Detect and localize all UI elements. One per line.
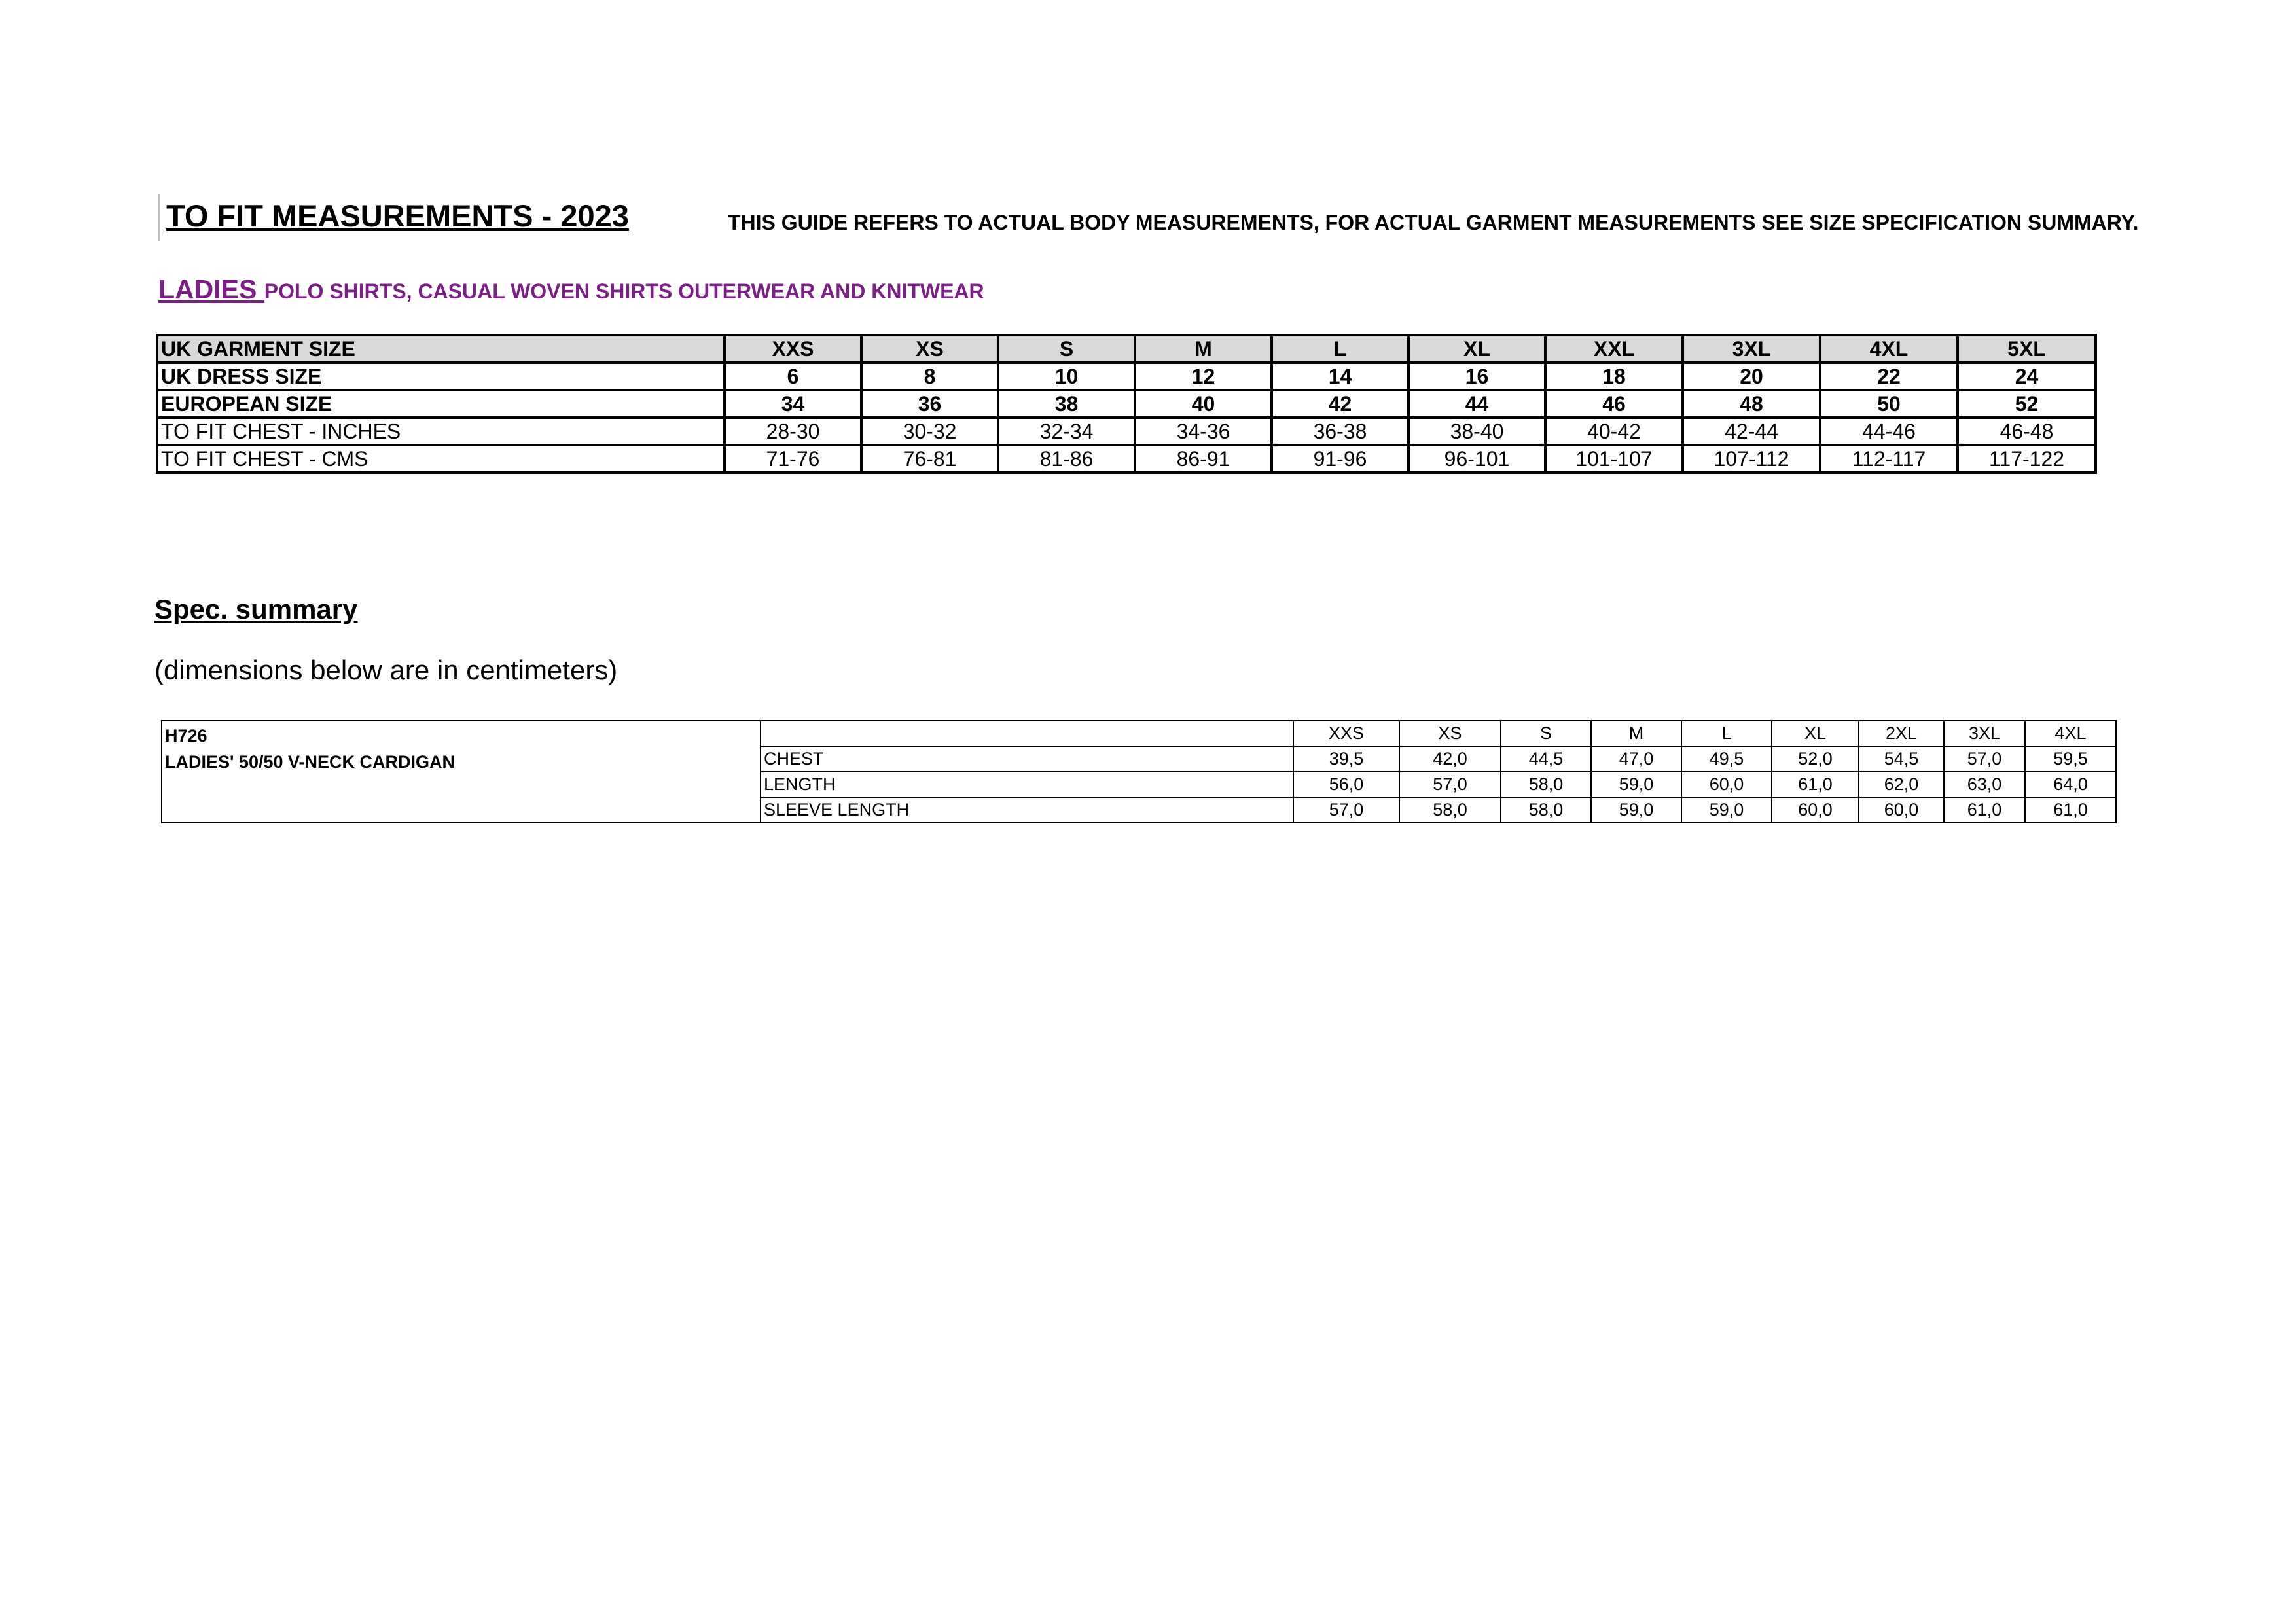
spec-size-header: 4XL — [2025, 721, 2116, 746]
spec-header-row — [162, 721, 2116, 746]
fit-cell: XS — [861, 335, 998, 363]
fit-cell: 44-46 — [1820, 418, 1958, 445]
fit-row-label: TO FIT CHEST - INCHES — [157, 418, 725, 445]
fit-cell: 34 — [725, 390, 861, 418]
spec-cell: 58,0 — [1501, 797, 1591, 823]
spec-measurement-label: CHEST — [761, 746, 1293, 772]
spec-cell: 64,0 — [2025, 772, 2116, 797]
fit-cell: 40 — [1135, 390, 1272, 418]
fit-cell: 112-117 — [1820, 445, 1958, 473]
spec-cell: 59,5 — [2025, 746, 2116, 772]
product-cell — [162, 721, 761, 823]
spec-cell: 58,0 — [1399, 797, 1501, 823]
spec-cell: 61,0 — [1772, 772, 1859, 797]
spec-cell: 59,0 — [1591, 772, 1681, 797]
fit-cell: 24 — [1958, 363, 2096, 390]
spec-cell: 57,0 — [1293, 797, 1399, 823]
fit-row — [157, 445, 2096, 473]
fit-row-label: UK DRESS SIZE — [157, 363, 725, 390]
fit-cell: 14 — [1272, 363, 1408, 390]
spec-cell: 47,0 — [1591, 746, 1681, 772]
fit-row-label: EUROPEAN SIZE — [157, 390, 725, 418]
spec-cell: 58,0 — [1501, 772, 1591, 797]
spec-summary-table — [161, 720, 2117, 823]
fit-cell: 117-122 — [1958, 445, 2096, 473]
fit-cell: 8 — [861, 363, 998, 390]
fit-cell: 28-30 — [725, 418, 861, 445]
spec-size-header: M — [1591, 721, 1681, 746]
spec-cell: 57,0 — [1399, 772, 1501, 797]
fit-cell: 46-48 — [1958, 418, 2096, 445]
fit-row — [157, 418, 2096, 445]
spec-cell: 52,0 — [1772, 746, 1859, 772]
product-name: LADIES' 50/50 V-NECK CARDIGAN — [165, 752, 456, 772]
product-code: H726 — [165, 726, 207, 746]
fit-cell: 12 — [1135, 363, 1272, 390]
spec-cell: 63,0 — [1944, 772, 2025, 797]
fit-cell: 46 — [1545, 390, 1683, 418]
spec-size-header: S — [1501, 721, 1591, 746]
fit-cell: 81-86 — [998, 445, 1135, 473]
spec-summary-title: Spec. summary — [154, 594, 358, 624]
spec-cell: 59,0 — [1591, 797, 1681, 823]
spec-measurement-label: LENGTH — [761, 772, 1293, 797]
spec-size-header: XXS — [1293, 721, 1399, 746]
spec-cell: 59,0 — [1681, 797, 1772, 823]
fit-cell: 16 — [1408, 363, 1545, 390]
spec-cell: 60,0 — [1772, 797, 1859, 823]
fit-cell: XXL — [1545, 335, 1683, 363]
fit-measurements-table — [156, 334, 2097, 474]
fit-cell: 38 — [998, 390, 1135, 418]
fit-cell: 91-96 — [1272, 445, 1408, 473]
fit-cell: 6 — [725, 363, 861, 390]
fit-cell: 34-36 — [1135, 418, 1272, 445]
fit-cell: 4XL — [1820, 335, 1958, 363]
spec-summary-note: (dimensions below are in centimeters) — [154, 655, 618, 685]
fit-cell: 42-44 — [1683, 418, 1820, 445]
spec-size-header: XL — [1772, 721, 1859, 746]
header-divider — [158, 194, 160, 241]
blank-header-cell — [761, 721, 1293, 746]
fit-cell: 3XL — [1683, 335, 1820, 363]
fit-row — [157, 335, 2096, 363]
fit-cell: 20 — [1683, 363, 1820, 390]
spec-cell: 54,5 — [1859, 746, 1944, 772]
category-description: POLO SHIRTS, CASUAL WOVEN SHIRTS OUTERWEAR AND KNITWEAR — [264, 280, 984, 303]
fit-cell: 36 — [861, 390, 998, 418]
fit-cell: 36-38 — [1272, 418, 1408, 445]
fit-cell: XL — [1408, 335, 1545, 363]
page-title: TO FIT MEASUREMENTS - 2023 — [166, 198, 629, 233]
spec-cell: 44,5 — [1501, 746, 1591, 772]
guide-note: THIS GUIDE REFERS TO ACTUAL BODY MEASUREMENTS, FOR ACTUAL GARMENT MEASUREMENTS SEE SIZE SPECIFICATION SUMMARY. — [728, 211, 2139, 234]
fit-cell: 44 — [1408, 390, 1545, 418]
spec-cell: 60,0 — [1859, 797, 1944, 823]
spec-cell: 61,0 — [2025, 797, 2116, 823]
spec-size-header: XS — [1399, 721, 1501, 746]
fit-cell: 96-101 — [1408, 445, 1545, 473]
fit-row — [157, 390, 2096, 418]
spec-cell: 57,0 — [1944, 746, 2025, 772]
category-heading — [158, 276, 984, 303]
fit-row-label: TO FIT CHEST - CMS — [157, 445, 725, 473]
fit-cell: 22 — [1820, 363, 1958, 390]
spec-cell: 39,5 — [1293, 746, 1399, 772]
fit-cell: 48 — [1683, 390, 1820, 418]
category-main: LADIES — [158, 274, 264, 304]
fit-cell: S — [998, 335, 1135, 363]
fit-cell: L — [1272, 335, 1408, 363]
fit-cell: 10 — [998, 363, 1135, 390]
fit-cell: 76-81 — [861, 445, 998, 473]
fit-cell: 40-42 — [1545, 418, 1683, 445]
fit-cell: 86-91 — [1135, 445, 1272, 473]
spec-cell: 49,5 — [1681, 746, 1772, 772]
fit-cell: XXS — [725, 335, 861, 363]
fit-cell: 50 — [1820, 390, 1958, 418]
fit-cell: 32-34 — [998, 418, 1135, 445]
fit-row — [157, 363, 2096, 390]
spec-size-header: L — [1681, 721, 1772, 746]
fit-cell: 71-76 — [725, 445, 861, 473]
fit-cell: M — [1135, 335, 1272, 363]
fit-cell: 52 — [1958, 390, 2096, 418]
spec-cell: 56,0 — [1293, 772, 1399, 797]
fit-cell: 38-40 — [1408, 418, 1545, 445]
spec-cell: 42,0 — [1399, 746, 1501, 772]
fit-cell: 101-107 — [1545, 445, 1683, 473]
fit-cell: 5XL — [1958, 335, 2096, 363]
spec-measurement-label: SLEEVE LENGTH — [761, 797, 1293, 823]
spec-size-header: 2XL — [1859, 721, 1944, 746]
fit-cell: 107-112 — [1683, 445, 1820, 473]
spec-cell: 62,0 — [1859, 772, 1944, 797]
spec-size-header: 3XL — [1944, 721, 2025, 746]
fit-row-label: UK GARMENT SIZE — [157, 335, 725, 363]
fit-cell: 18 — [1545, 363, 1683, 390]
spec-cell: 61,0 — [1944, 797, 2025, 823]
fit-cell: 42 — [1272, 390, 1408, 418]
spec-cell: 60,0 — [1681, 772, 1772, 797]
fit-cell: 30-32 — [861, 418, 998, 445]
